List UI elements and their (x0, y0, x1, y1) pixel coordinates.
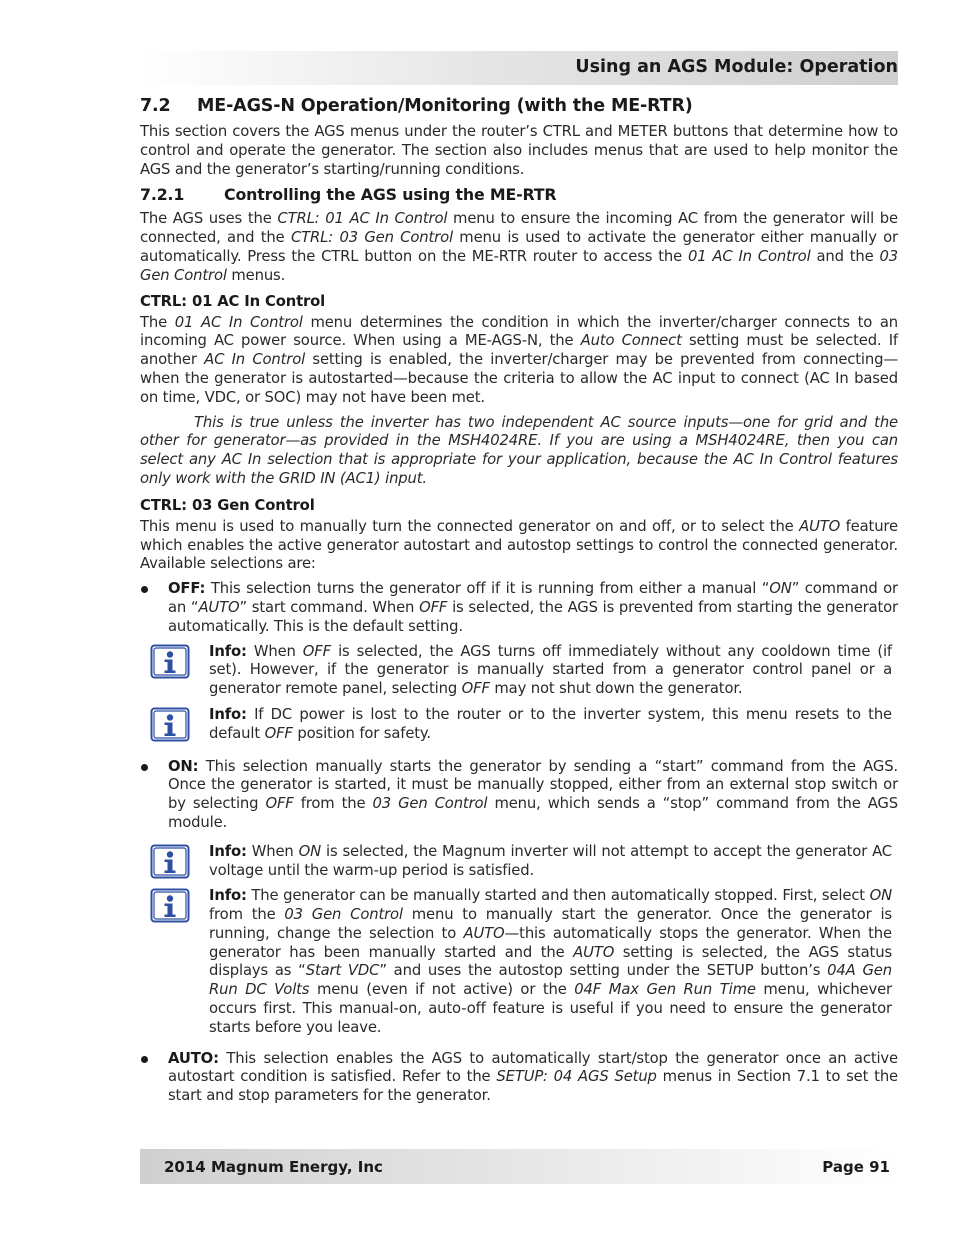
intro-paragraph: This section covers the AGS menus under the router’s CTRL and METER buttons that determine how to control and operate the generator. The section also includes menus that are used to help monitor the AGS and the generator’s starting/running conditions. (140, 123, 898, 178)
subsection-heading (140, 185, 898, 205)
page-number: Page 91 (822, 1158, 890, 1176)
section-heading (140, 94, 898, 118)
ctrl03-heading: CTRL: 03 Gen Control (140, 496, 315, 514)
info-text-2: Info: If DC power is lost to the router or to the inverter system, this menu resets to the default OFF position for safety. (209, 705, 892, 742)
page-footer (140, 1149, 898, 1184)
subsection-intro-paragraph: The AGS uses the CTRL: 01 AC In Control menu to ensure the incoming AC from the generator will be connected, and the CTRL: 03 Gen Control menu is used to activate the generator either manually or automatically. Press the CTRL button on the ME-RTR router to access the 01 AC In Control and the 03 Gen Control menus. (140, 210, 899, 284)
ctrl01-paragraph: The 01 AC In Control menu determines the condition in which the inverter/charger connects to an incoming AC power source. When using a ME-AGS-N, the Auto Connect setting must be selected. If another AC In Control setting is enabled, the inverter/charger may be prevented from connecting—when the generator is autostarted—because the criteria to allow the AC input to connect (AC In based on time, VDC, or SOC) may not have been met. (140, 313, 899, 406)
subsection-title: Controlling the AGS using the ME-RTR (224, 185, 557, 205)
ctrl01-note: This is true unless the inverter has two independent AC source inputs—one for grid and the other for generator—as provided in the MSH4024RE. If you are using a MSH4024RE, then you can select any AC In selection that is appropriate for your application, because the AC In Control features only work with the GRID IN (AC1) input. (140, 413, 898, 487)
page-content (140, 94, 898, 1112)
info-icon (150, 707, 190, 742)
info-text-4: Info: The generator can be manually started and then automatically stopped. First, select ON from the 03 Gen Control menu to manually start the generator. Once the generator is running, change the selection to AUTO—this automatically stops the generator. When the generator has been manually started and the AUTO setting is selected, the AGS status displays as “Start VDC” and uses the autostop setting under the SETUP button’s 04A Gen Run DC Volts menu (even if not active) or the 04F Max Gen Run Time menu, whichever occurs first. This manual-on, auto-off feature is useful if you need to ensure the generator starts before you leave. (209, 887, 893, 1036)
info-icon (150, 844, 190, 879)
info-note-1 (150, 643, 898, 699)
header-title: Using an AGS Module: Operation (575, 57, 898, 77)
subsection-number: 7.2.1 (140, 185, 185, 205)
section-number: 7.2 (140, 96, 171, 116)
info-icon (150, 644, 190, 679)
ctrl01-heading: CTRL: 01 AC In Control (140, 292, 326, 310)
ctrl03-paragraph: This menu is used to manually turn the connected generator on and off, or to select the AUTO feature which enables the active generator autostart and autostop settings to control the connected generator. Available selections are: (140, 517, 898, 573)
info-text-1: Info: When OFF is selected, the AGS turns off immediately without any cooldown time (if set). However, if the generator is manually started from a generator control panel or a generator remote panel, selecting OFF may not shut down the generator. (209, 642, 892, 698)
info-icon (150, 888, 190, 923)
bullet-auto: AUTO: This selection enables the AGS to automatically start/stop the generator once an active autostart condition is satisfied. Refer to the SETUP: 04 AGS Setup menus in Section 7.1 to set the start and stop parameters for the generator. (140, 1050, 898, 1106)
bullet-off: OFF: This selection turns the generator off if it is running from either a manual “ON” command or an “AUTO” start command. When OFF is selected, the AGS is prevented from starting the generator automatically. This is the default setting. (140, 580, 898, 636)
footer-copyright: 2014 Magnum Energy, Inc (164, 1158, 383, 1176)
section-title: ME-AGS-N Operation/Monitoring (with the ME-RTR) (197, 96, 693, 116)
info-text-3: Info: When ON is selected, the Magnum inverter will not attempt to accept the generator AC voltage until the warm-up period is satisfied. (209, 842, 892, 879)
info-note-2 (150, 706, 898, 744)
info-note-4 (150, 887, 898, 1037)
info-note-3 (150, 843, 898, 881)
page-header (140, 51, 898, 85)
bullet-on: ON: This selection manually starts the generator by sending a “start” command from the AGS. Once the generator is started, it must be manually stopped, either from an external stop switch or by selecting OFF from the 03 Gen Control menu, which sends a “stop” command from the AGS module. (140, 758, 898, 833)
